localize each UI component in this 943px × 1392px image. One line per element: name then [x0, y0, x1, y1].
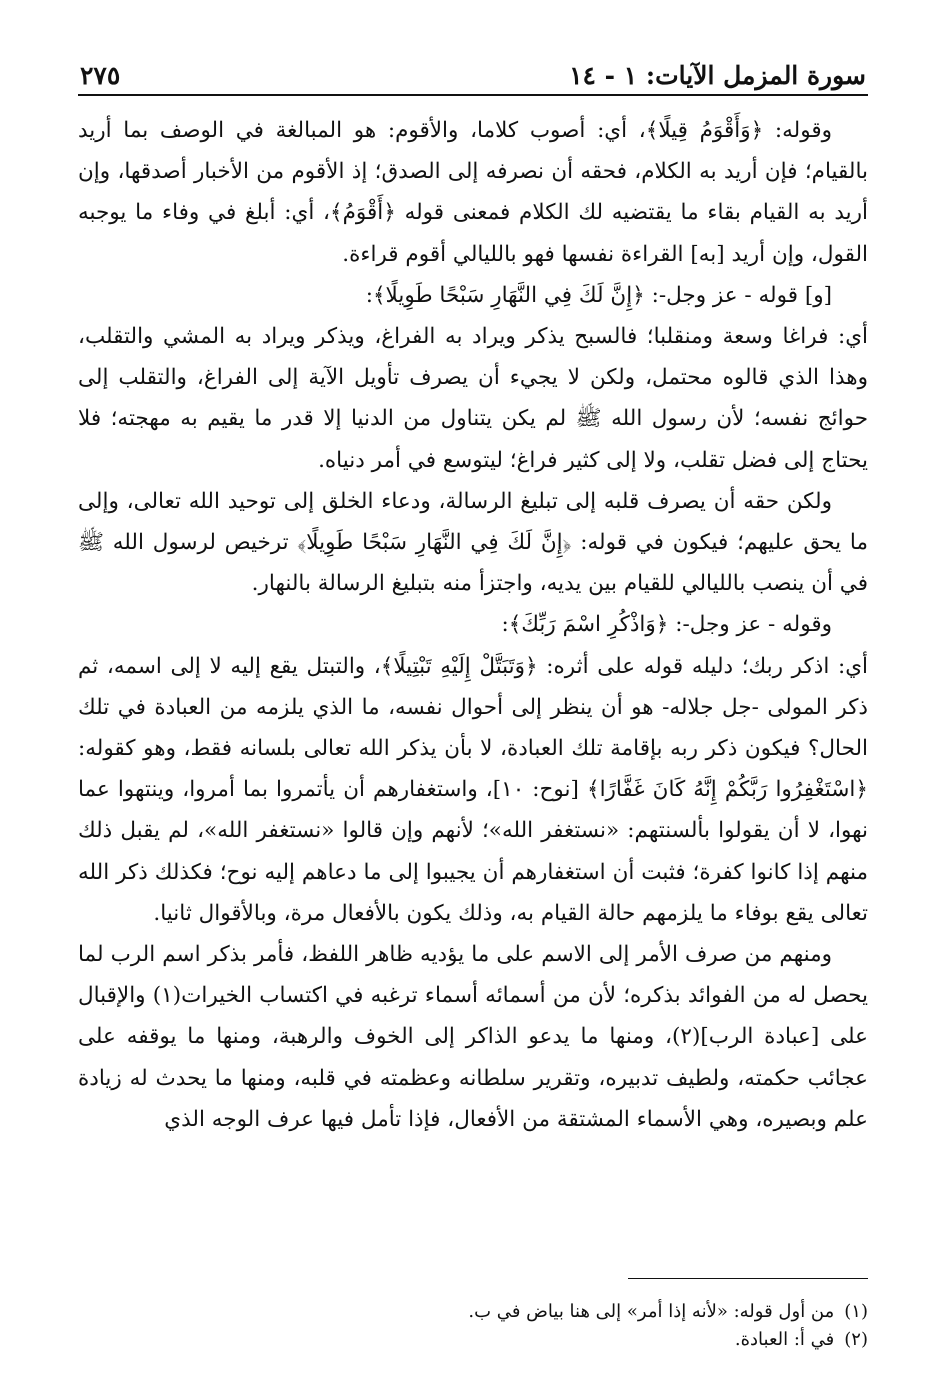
paragraph-5: وقوله - عز وجل-: ﴿وَاذْكُرِ اسْمَ رَبِّكَ﴾: [501, 612, 832, 638]
paragraph-2: [و] قوله - عز وجل-: ﴿إِنَّ لَكَ فِي النَّهَارِ سَبْحًا طَوِيلًا﴾: [365, 282, 832, 308]
running-title: سورة المزمل الآيات: ١ - ١٤ [569, 61, 866, 90]
paragraph-6: أي: اذكر ربك؛ دليله قوله على أثره: ﴿وَتَبَتَّلْ إِلَيْهِ تَبْتِيلًا﴾، والتبتل يقع إليه لا إلى اسمه، ثم ذكر المولى -جل جلاله- هو أن ينظر إلى أحوال نفسه، ما الذي يلزمه من العبادة في تلك الحال؟ فيكون ذكر ربه بإقامة تلك العبادة، لا بأن يذكر الله تعالى بلسانه فقط، وهو كقوله: ﴿اسْتَغْفِرُوا رَبَّكُمْ إِنَّهُ كَانَ غَفَّارًا﴾ [نوح: ١٠]، واستغفارهم أن يأتمروا بما أمروا، وينتهوا عما نهوا، لا أن يقولوا بألسنتهم: «نستغفر الله»؛ لأنهم وإن قالوا «نستغفر الله»، لم يقبل ذلك منهم إذا كانوا كفرة؛ فثبت أن استغفارهم أن يجيبوا إلى ما دعاهم إليه نوح؛ فكذلك ذكر الله تعالى يقع بوفاء ما يلزمهم حالة القيام به، وذلك يكون بالأفعال مرة، وبالأقوال ثانيا. [78, 653, 868, 926]
paragraph-3: أي: فراغا وسعة ومنقلبا؛ فالسبح يذكر ويراد به الفراغ، ويذكر ويراد به المشي والتقلب، وهذا الذي قالوه محتمل، ولكن لا يجيء أن يصرف تأويل الآية إلى الفراغ، والتقلب إلى حوائج نفسه؛ لأن رسول الله ﷺ لم يكن يتناول من الدنيا إلا قدر ما يقيم به مهجته؛ فلا يحتاج إلى فضل تقلب، ولا إلى كثير فراغ؛ ليتوسع في أمر دنياه. [78, 324, 868, 473]
footnote-1-number: (١) [844, 1301, 868, 1322]
footnote-2 [78, 1326, 868, 1354]
footnote-2-number: (٢) [844, 1329, 868, 1350]
paragraph-4: ولكن حقه أن يصرف قلبه إلى تبليغ الرسالة، ودعاء الخلق إلى توحيد الله تعالى، وإلى ما يحق عليهم؛ فيكون في قوله: ﴿إِنَّ لَكَ فِي النَّهَارِ سَبْحًا طَوِيلًا﴾ ترخيص لرسول الله ﷺ في أن ينصب بالليالي للقيام بين يديه، واجتزأ منه بتبليغ الرسالة بالنهار. [78, 488, 868, 597]
footnote-divider [628, 1278, 868, 1279]
footnote-1-text: من أول قوله: «لأنه إذا أمر» إلى هنا بياض في ب. [468, 1301, 835, 1322]
paragraph-1: وقوله: ﴿وَأَقْوَمُ قِيلًا﴾، أي: أصوب كلاما، والأقوم: هو المبالغة في الوصف بما أريد بالقيام؛ فإن أريد به الكلام، فحقه أن نصرفه إلى الصدق؛ إذ الأقوم من الأخبار أصدقها، وإن أريد به القيام بقاء ما يقتضيه لك الكلام فمعنى قوله ﴿أَقْوَمُ﴾، أي: أبلغ في وفاء ما يوجبه القول، وإن أريد [به] القراءة نفسها فهو بالليالي أقوم قراءة. [78, 118, 868, 267]
main-text [78, 110, 868, 1140]
page-header [78, 48, 868, 96]
footnotes [78, 1298, 868, 1354]
page-number: ٢٧٥ [80, 61, 121, 90]
book-page [78, 48, 868, 1358]
footnote-2-text: في أ: العبادة. [734, 1329, 835, 1350]
paragraph-7: ومنهم من صرف الأمر إلى الاسم على ما يؤديه ظاهر اللفظ، فأمر بذكر اسم الرب لما يحصل له من الفوائد بذكره؛ لأن من أسمائه أسماء ترغبه في اكتساب الخيرات(١) والإقبال على [عبادة الرب](٢)، ومنها ما يدعو الذاكر إلى الخوف والرهبة، ومنها ما يوقفه على عجائب حكمته، ولطيف تدبيره، وتقرير سلطانه وعظمته في قلبه، ومنها ما يحدث له زيادة علم وبصيره، وهي الأسماء المشتقة من الأفعال، فإذا تأمل فيها عرف الوجه الذي [78, 942, 868, 1132]
footnote-1 [78, 1298, 868, 1326]
